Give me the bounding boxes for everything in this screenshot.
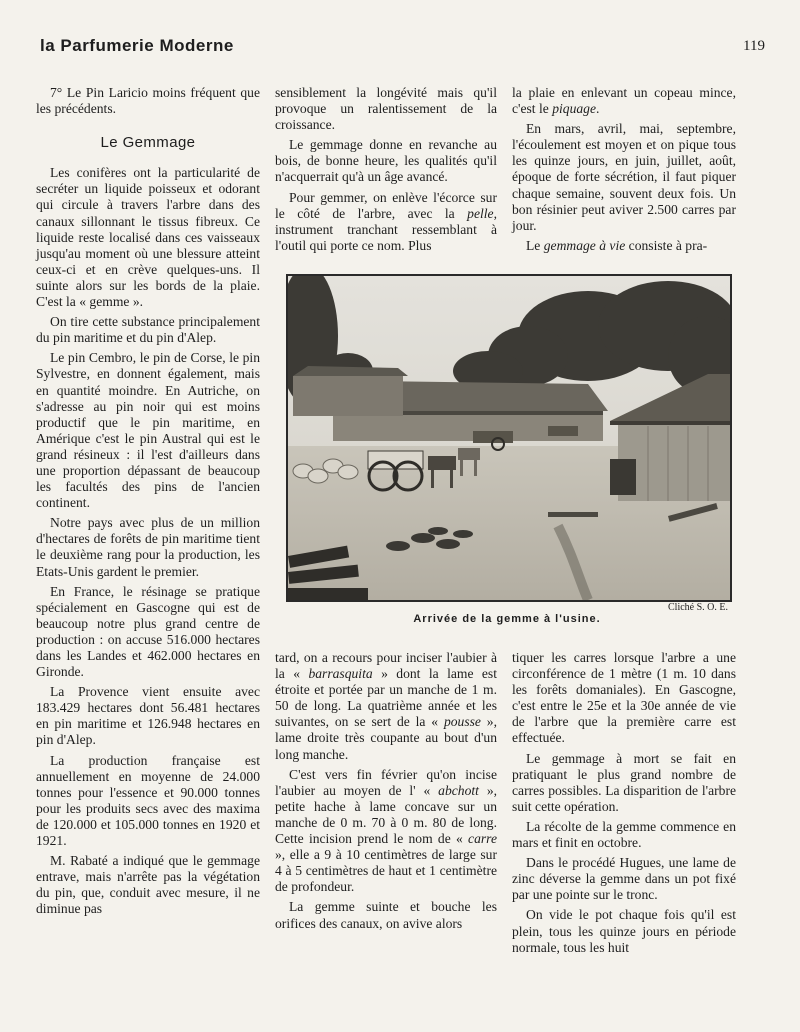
emphasis-term: barrasquita (308, 666, 373, 682)
photo-factory-yard (286, 274, 732, 602)
section-title: Le Gemmage (100, 134, 196, 152)
paragraph: Dans le procédé Hugues, une lame de zinc déverse la gemme dans un pot fixé par une pointe sur le tronc. (512, 855, 736, 903)
text-run: consiste à pra- (625, 237, 708, 253)
emphasis-term: pousse (443, 714, 481, 730)
text-run: Le (526, 237, 544, 253)
paragraph: tiquer les carres lorsque l'arbre a une circonférence de 1 mètre (1 m. 10 dans les forêts domaniales). En Gascogne, c'est entre le 25e et la 30e année de vie de l'arbre que la première carre est effectuée. (512, 650, 736, 746)
paragraph: Le gemmage donne en revanche au bois, de bonne heure, les qualités qu'il n'acquerrait qu'à un âge avancé. (275, 137, 497, 185)
paragraph: Notre pays avec plus de un million d'hectares de forêts de pin maritime tient le deuxième rang pour la production, les Etats-Unis gardent le premier. (36, 515, 260, 579)
column-right-bottom (512, 650, 736, 956)
paragraph (275, 767, 497, 896)
text-run: Pour gemmer, on enlève l'écorce sur le côté de l'arbre, avec la (275, 189, 497, 221)
paragraph: 7° Le Pin Laricio moins fréquent que les précédents. (36, 85, 260, 117)
paragraph: On tire cette substance principalement du pin maritime et du pin d'Alep. (36, 314, 260, 346)
photo-caption: Arrivée de la gemme à l'usine. (413, 613, 601, 625)
text-run: », petite hache à lame concave sur un manche de 0 m. 70 à 0 m. 80 de long. Cette incision prend le nom de « (275, 782, 498, 847)
paragraph: Les conifères ont la particularité de secréter un liquide poisseux et odorant qui circule à travers l'arbre dans des canaux sillonnant le tissus fibreux. Ce liquide reste localisé dans ces vaisseaux jusqu'au moment où une blessure atteint ceux-ci et en crève quelques-uns. Il suinte alors sur les bords de la plaie. C'est la « gemme ». (36, 165, 260, 310)
text-run: la plaie en enlevant un copeau mince, c'est le (512, 85, 736, 117)
column-right-top (512, 85, 736, 254)
text-run: , instrument tranchant ressemblant à l'outil qui porte ce nom. Plus (275, 205, 497, 253)
paragraph: Le pin Cembro, le pin de Corse, le pin Sylvestre, en donnent également, mais en quantité moindre. En Autriche, on s'adresse au pin noir qui est moins productif que le pin maritime, en Amérique c'est le pin Austral qui est le grand résineux : il l'est d'ailleurs dans une proportion dépassant de beaucoup les facultés des pins de l'ancien continent. (36, 350, 260, 511)
paragraph: On vide le pot chaque fois qu'il est plein, tous les quinze jours en période normale, tous les huit (512, 907, 736, 955)
paragraph: La production française est annuellement en moyenne de 24.000 tonnes pour l'essence et 90.000 tonnes pour les produits secs avec des maxima de 120.000 et 105.000 tonnes en 1920 et 1921. (36, 752, 260, 849)
paragraph (512, 238, 736, 254)
emphasis-term: abchott (438, 782, 479, 798)
page-number: 119 (743, 38, 765, 54)
paragraph: M. Rabaté a indiqué que le gemmage entrave, mais n'arrête pas la végétation du pin, que, conduit avec mesure, il ne diminue pas (36, 853, 260, 917)
emphasis-term: gemmage à vie (543, 237, 626, 253)
paragraph: En mars, avril, mai, septembre, l'écoulement est moyen et on pique tous les quinze jours, en juin, juillet, août, époque de forte sécrétion, il faut piquer chaque semaine, souvent deux fois. Un bon résinier peut aviver 2.500 carres par jour. (512, 121, 736, 233)
column-left (36, 85, 260, 918)
text-run: . (596, 101, 600, 117)
journal-title: la Parfumerie Moderne (40, 36, 234, 55)
text-run: », lame droite très coupante au bout d'un long manche. (275, 714, 497, 762)
paragraph: sensiblement la longévité mais qu'il provoque un ralentissement de la croissance. (275, 85, 497, 133)
paragraph (275, 190, 497, 254)
paragraph: En France, le résinage se pratique spécialement en Gascogne qui est de beaucoup notre plus grand centre de production : on accuse 516.000 hectares dans les Landes et 462.000 hectares en Gironde. (36, 583, 260, 680)
paragraph: La gemme suinte et bouche les orifices des canaux, on avive alors (275, 899, 497, 931)
text-run: C'est vers fin février qu'on incise l'aubier au moyen de l' « (275, 766, 497, 798)
column-middle-top (275, 85, 497, 254)
column-middle-bottom (275, 650, 497, 932)
text-run: tard, on a recours pour inciser l'aubier à la « (275, 650, 497, 682)
page-header (40, 36, 765, 60)
photo-credit: Cliché S. O. E. (668, 602, 728, 613)
emphasis-term: piquage (552, 101, 596, 117)
paragraph (275, 650, 497, 763)
text-run: » dont la lame est étroite et portée par un manche de 1 m. 50 de long. La quatrième année et les suivantes, on se sert de la « (275, 666, 497, 730)
paragraph: La Provence vient ensuite avec 183.429 hectares dont 56.481 hectares en pin maritime et 126.948 hectares en pin d'Alep. (36, 684, 260, 748)
paragraph (512, 85, 736, 117)
text-run: », elle a 9 à 10 centimètres de large sur 4 à 5 centimètres de haut et 1 centimètre de profondeur. (275, 847, 497, 895)
paragraph: Le gemmage à mort se fait en pratiquant le plus grand nombre de carres possibles. La disparition de l'arbre suit cette opération. (512, 750, 736, 814)
photo-illustration (288, 276, 730, 600)
emphasis-term: carre (468, 831, 497, 847)
paragraph: La récolte de la gemme commence en mars et finit en octobre. (512, 818, 736, 851)
emphasis-term: pelle (467, 205, 494, 221)
